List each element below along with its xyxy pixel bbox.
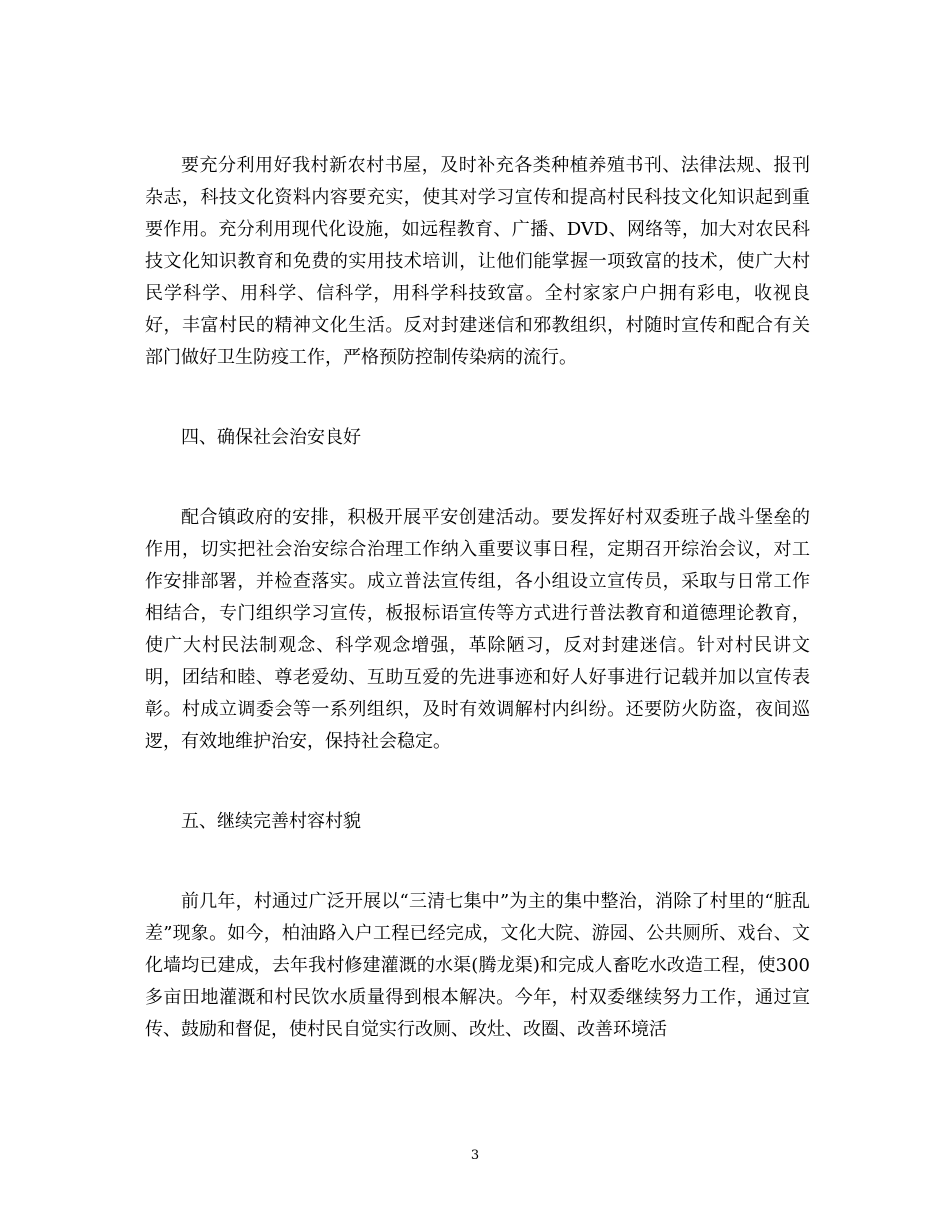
section-heading-public-security: 四、确保社会治安良好 <box>181 427 361 448</box>
paragraph-public-security: 配合镇政府的安排，积极开展平安创建活动。要发挥好村双委班子战斗堡垒的作用，切实把社会治安综合治理工作纳入重要议事日程，定期召开综治会议，对工作安排部署，并检查落实。成立普法宣传组，各小组设立宣传员，采取与日常工作相结合，专门组织学习宣传，板报标语宣传等方式进行普法教育和道德理论教育，使广大村民法制观念、科学观念增强，革除陋习，反对封建迷信。针对村民讲文明，团结和睦、尊老爱幼、互助互爱的先进事迹和好人好事进行记载并加以宣传表彰。村成立调委会等一系列组织，及时有效调解村内纠纷。还要防火防盗，夜间巡逻，有效地维护治安，保持社会稳定。 <box>145 507 810 752</box>
page-number: 3 <box>470 1148 480 1163</box>
document-body <box>145 150 810 1046</box>
paragraph-village-appearance: 前几年，村通过广泛开展以“三清七集中”为主的集中整治，消除了村里的“脏乱差”现象。如今，柏油路入户工程已经完成，文化大院、游园、公共厕所、戏台、文化墙均已建成，去年我村修建灌溉的水渠(腾龙渠)和完成人畜吃水改造工程，使300多亩田地灌溉和村民饮水质量得到根本解决。今年，村双委继续努力工作，通过宣传、鼓励和督促，使村民自觉实行改厕、改灶、改圈、改善环境活 <box>145 891 810 1040</box>
paragraph-book-house: 要充分利用好我村新农村书屋，及时补充各类种植养殖书刊、法律法规、报刊杂志，科技文化资料内容要充实，使其对学习宣传和提高村民科技文化知识起到重要作用。充分利用现代化设施，如远程教育、广播、DVD、网络等，加大对农民科技文化知识教育和免费的实用技术培训，让他们能掌握一项致富的技术，使广大村民学科学、用科学、信科学，用科学科技致富。全村家家户户拥有彩电，收视良好，丰富村民的精神文化生活。反对封建迷信和邪教组织，村随时宣传和配合有关部门做好卫生防疫工作，严格预防控制传染病的流行。 <box>145 155 810 368</box>
section-heading-village-appearance: 五、继续完善村容村貌 <box>181 811 361 832</box>
paragraph-spacer <box>145 838 810 886</box>
paragraph-spacer <box>145 454 810 502</box>
paragraph-spacer <box>145 758 810 806</box>
paragraph-spacer <box>145 374 810 422</box>
